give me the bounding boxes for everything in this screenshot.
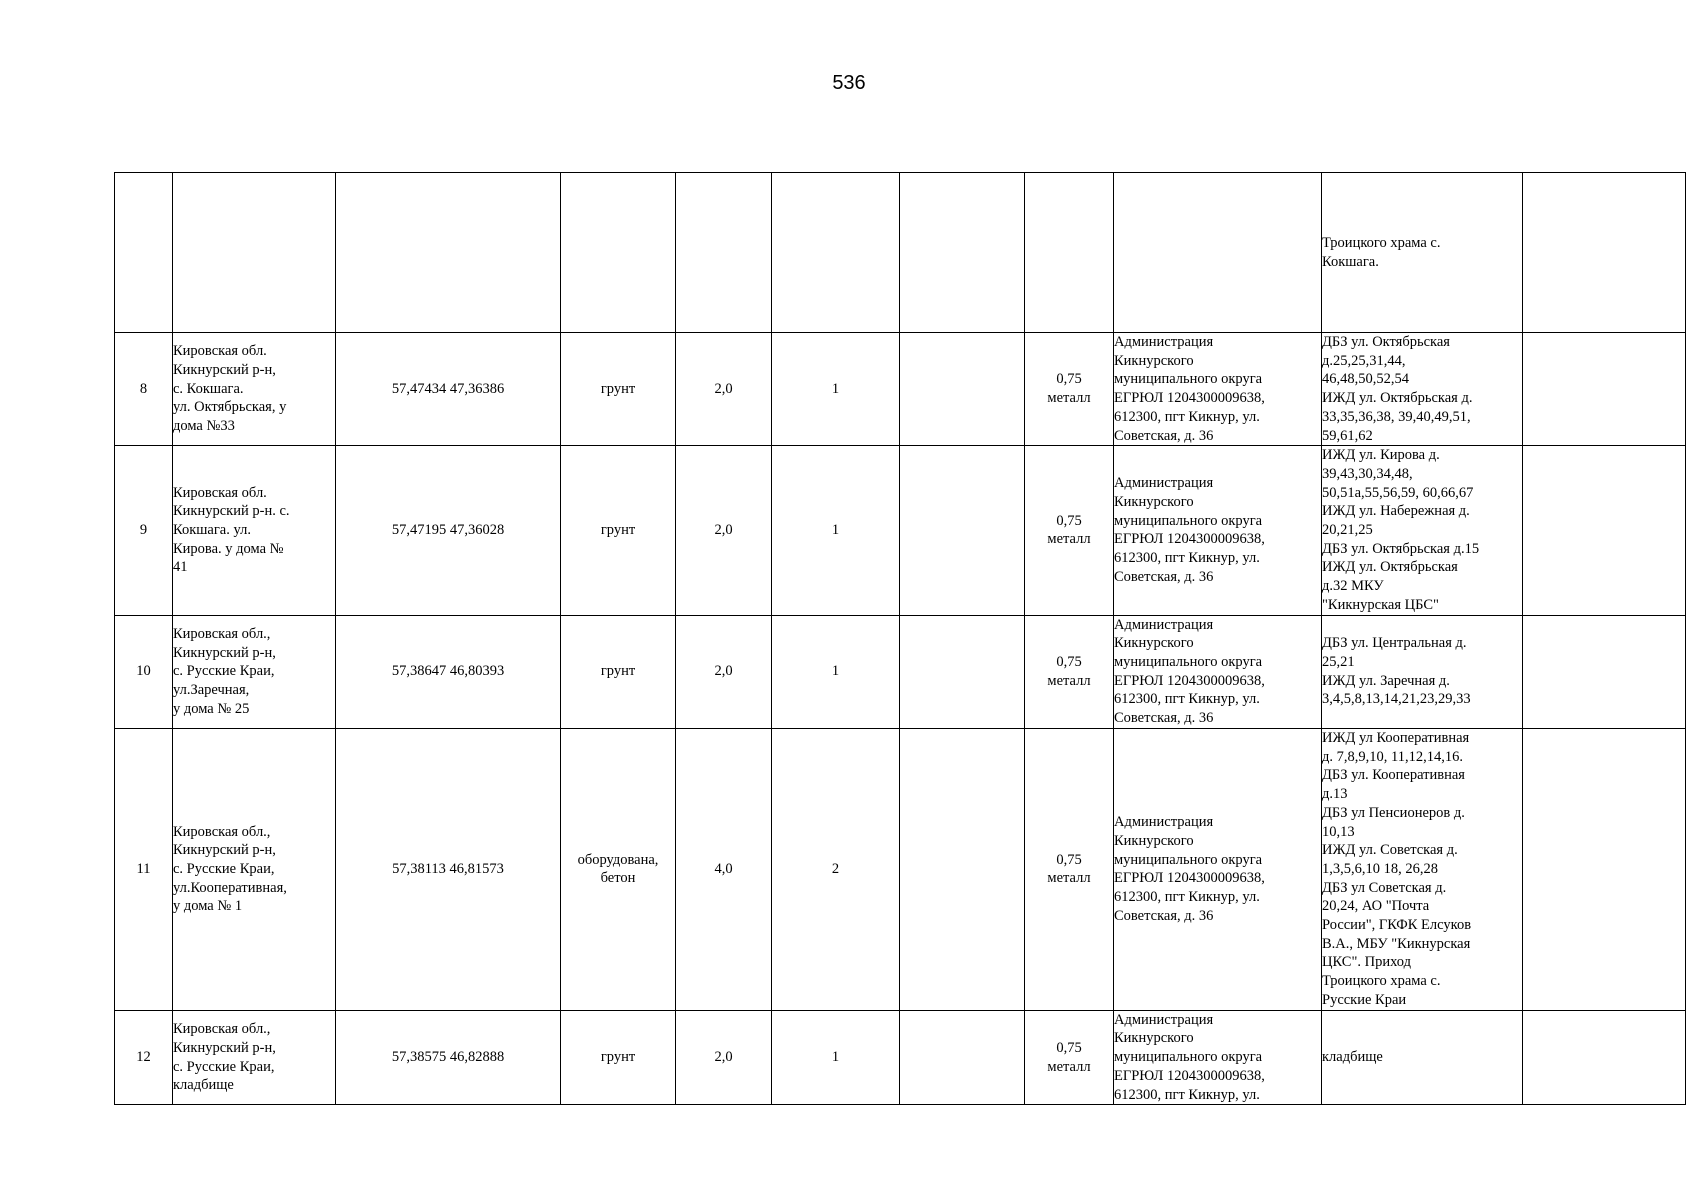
table-row bbox=[115, 173, 1686, 333]
container-volume-material: 0,75 металл bbox=[1025, 728, 1114, 1010]
site-area: 2,0 bbox=[676, 1010, 772, 1105]
site-coordinates: 57,47195 47,36028 bbox=[336, 446, 561, 615]
row-note bbox=[1523, 333, 1686, 446]
site-address: Кировская обл., Кикнурский р-н, с. Русские Краи, ул.Кооперативная, у дома № 1 bbox=[173, 728, 336, 1010]
waste-sources: ИЖД ул. Кирова д. 39,43,30,34,48, 50,51а,55,56,59, 60,66,67 ИЖД ул. Набережная д. 20,21,25 ДБЗ ул. Октябрьская д.15 ИЖД ул. Октябрьская д.32 МКУ "Кикнурская ЦБС" bbox=[1322, 446, 1523, 615]
row-number bbox=[115, 173, 173, 333]
site-owner: Администрация Кикнурского муниципального округа ЕГРЮЛ 1204300009638, 612300, пгт Кикнур, ул. Советская, д. 36 bbox=[1114, 333, 1322, 446]
site-address: Кировская обл., Кикнурский р-н, с. Русские Краи, кладбище bbox=[173, 1010, 336, 1105]
site-owner: Администрация Кикнурского муниципального округа ЕГРЮЛ 1204300009638, 612300, пгт Кикнур, ул. Советская, д. 36 bbox=[1114, 615, 1322, 728]
site-area: 2,0 bbox=[676, 333, 772, 446]
site-owner bbox=[1114, 173, 1322, 333]
planned-containers bbox=[900, 615, 1025, 728]
site-surface: оборудована, бетон bbox=[561, 728, 676, 1010]
planned-containers bbox=[900, 1010, 1025, 1105]
site-address: Кировская обл., Кикнурский р-н, с. Русские Краи, ул.Заречная, у дома № 25 bbox=[173, 615, 336, 728]
site-coordinates bbox=[336, 173, 561, 333]
container-count bbox=[772, 173, 900, 333]
row-number: 9 bbox=[115, 446, 173, 615]
row-number: 12 bbox=[115, 1010, 173, 1105]
row-note bbox=[1523, 173, 1686, 333]
site-surface: грунт bbox=[561, 1010, 676, 1105]
site-address: Кировская обл. Кикнурский р-н, с. Кокшага. ул. Октябрьская, у дома №33 bbox=[173, 333, 336, 446]
table-row bbox=[115, 728, 1686, 1010]
site-area: 2,0 bbox=[676, 615, 772, 728]
container-volume-material: 0,75 металл bbox=[1025, 1010, 1114, 1105]
site-area bbox=[676, 173, 772, 333]
planned-containers bbox=[900, 333, 1025, 446]
container-count: 1 bbox=[772, 615, 900, 728]
site-coordinates: 57,47434 47,36386 bbox=[336, 333, 561, 446]
site-area: 2,0 bbox=[676, 446, 772, 615]
container-count: 2 bbox=[772, 728, 900, 1010]
container-count: 1 bbox=[772, 446, 900, 615]
waste-sources: ДБЗ ул. Октябрьская д.25,25,31,44, 46,48,50,52,54 ИЖД ул. Октябрьская д. 33,35,36,38, 39,40,49,51, 59,61,62 bbox=[1322, 333, 1523, 446]
waste-sources: ИЖД ул Кооперативная д. 7,8,9,10, 11,12,14,16. ДБЗ ул. Кооперативная д.13 ДБЗ ул Пенсионеров д. 10,13 ИЖД ул. Советская д. 1,3,5,6,10 18, 26,28 ДБЗ ул Советская д. 20,24, АО "Почта России", ГКФК Елсуков В.А., МБУ "Кикнурская ЦКС". Приход Троицкого храма с. Русские Краи bbox=[1322, 728, 1523, 1010]
waste-sources: ДБЗ ул. Центральная д. 25,21 ИЖД ул. Заречная д. 3,4,5,8,13,14,21,23,29,33 bbox=[1322, 615, 1523, 728]
row-note bbox=[1523, 615, 1686, 728]
site-coordinates: 57,38647 46,80393 bbox=[336, 615, 561, 728]
site-surface: грунт bbox=[561, 333, 676, 446]
site-area: 4,0 bbox=[676, 728, 772, 1010]
site-owner: Администрация Кикнурского муниципального округа ЕГРЮЛ 1204300009638, 612300, пгт Кикнур, ул. Советская, д. 36 bbox=[1114, 446, 1322, 615]
row-note bbox=[1523, 728, 1686, 1010]
waste-sources: Троицкого храма с. Кокшага. bbox=[1322, 173, 1523, 333]
site-surface: грунт bbox=[561, 446, 676, 615]
container-volume-material bbox=[1025, 173, 1114, 333]
site-owner: Администрация Кикнурского муниципального округа ЕГРЮЛ 1204300009638, 612300, пгт Кикнур, ул. Советская, д. 36 bbox=[1114, 728, 1322, 1010]
site-owner: Администрация Кикнурского муниципального округа ЕГРЮЛ 1204300009638, 612300, пгт Кикнур, ул. bbox=[1114, 1010, 1322, 1105]
waste-sources: кладбище bbox=[1322, 1010, 1523, 1105]
planned-containers bbox=[900, 173, 1025, 333]
row-note bbox=[1523, 446, 1686, 615]
row-number: 10 bbox=[115, 615, 173, 728]
container-volume-material: 0,75 металл bbox=[1025, 615, 1114, 728]
planned-containers bbox=[900, 728, 1025, 1010]
site-address: Кировская обл. Кикнурский р-н. с. Кокшага. ул. Кирова. у дома № 41 bbox=[173, 446, 336, 615]
row-number: 11 bbox=[115, 728, 173, 1010]
page-number: 536 bbox=[832, 72, 866, 94]
site-coordinates: 57,38575 46,82888 bbox=[336, 1010, 561, 1105]
table-row bbox=[115, 1010, 1686, 1105]
row-number: 8 bbox=[115, 333, 173, 446]
container-count: 1 bbox=[772, 333, 900, 446]
planned-containers bbox=[900, 446, 1025, 615]
table-row bbox=[115, 446, 1686, 615]
table-row bbox=[115, 333, 1686, 446]
container-count: 1 bbox=[772, 1010, 900, 1105]
site-surface bbox=[561, 173, 676, 333]
waste-site-registry-table bbox=[114, 172, 1686, 1105]
site-address bbox=[173, 173, 336, 333]
container-volume-material: 0,75 металл bbox=[1025, 333, 1114, 446]
row-note bbox=[1523, 1010, 1686, 1105]
site-coordinates: 57,38113 46,81573 bbox=[336, 728, 561, 1010]
site-surface: грунт bbox=[561, 615, 676, 728]
table-row bbox=[115, 615, 1686, 728]
container-volume-material: 0,75 металл bbox=[1025, 446, 1114, 615]
